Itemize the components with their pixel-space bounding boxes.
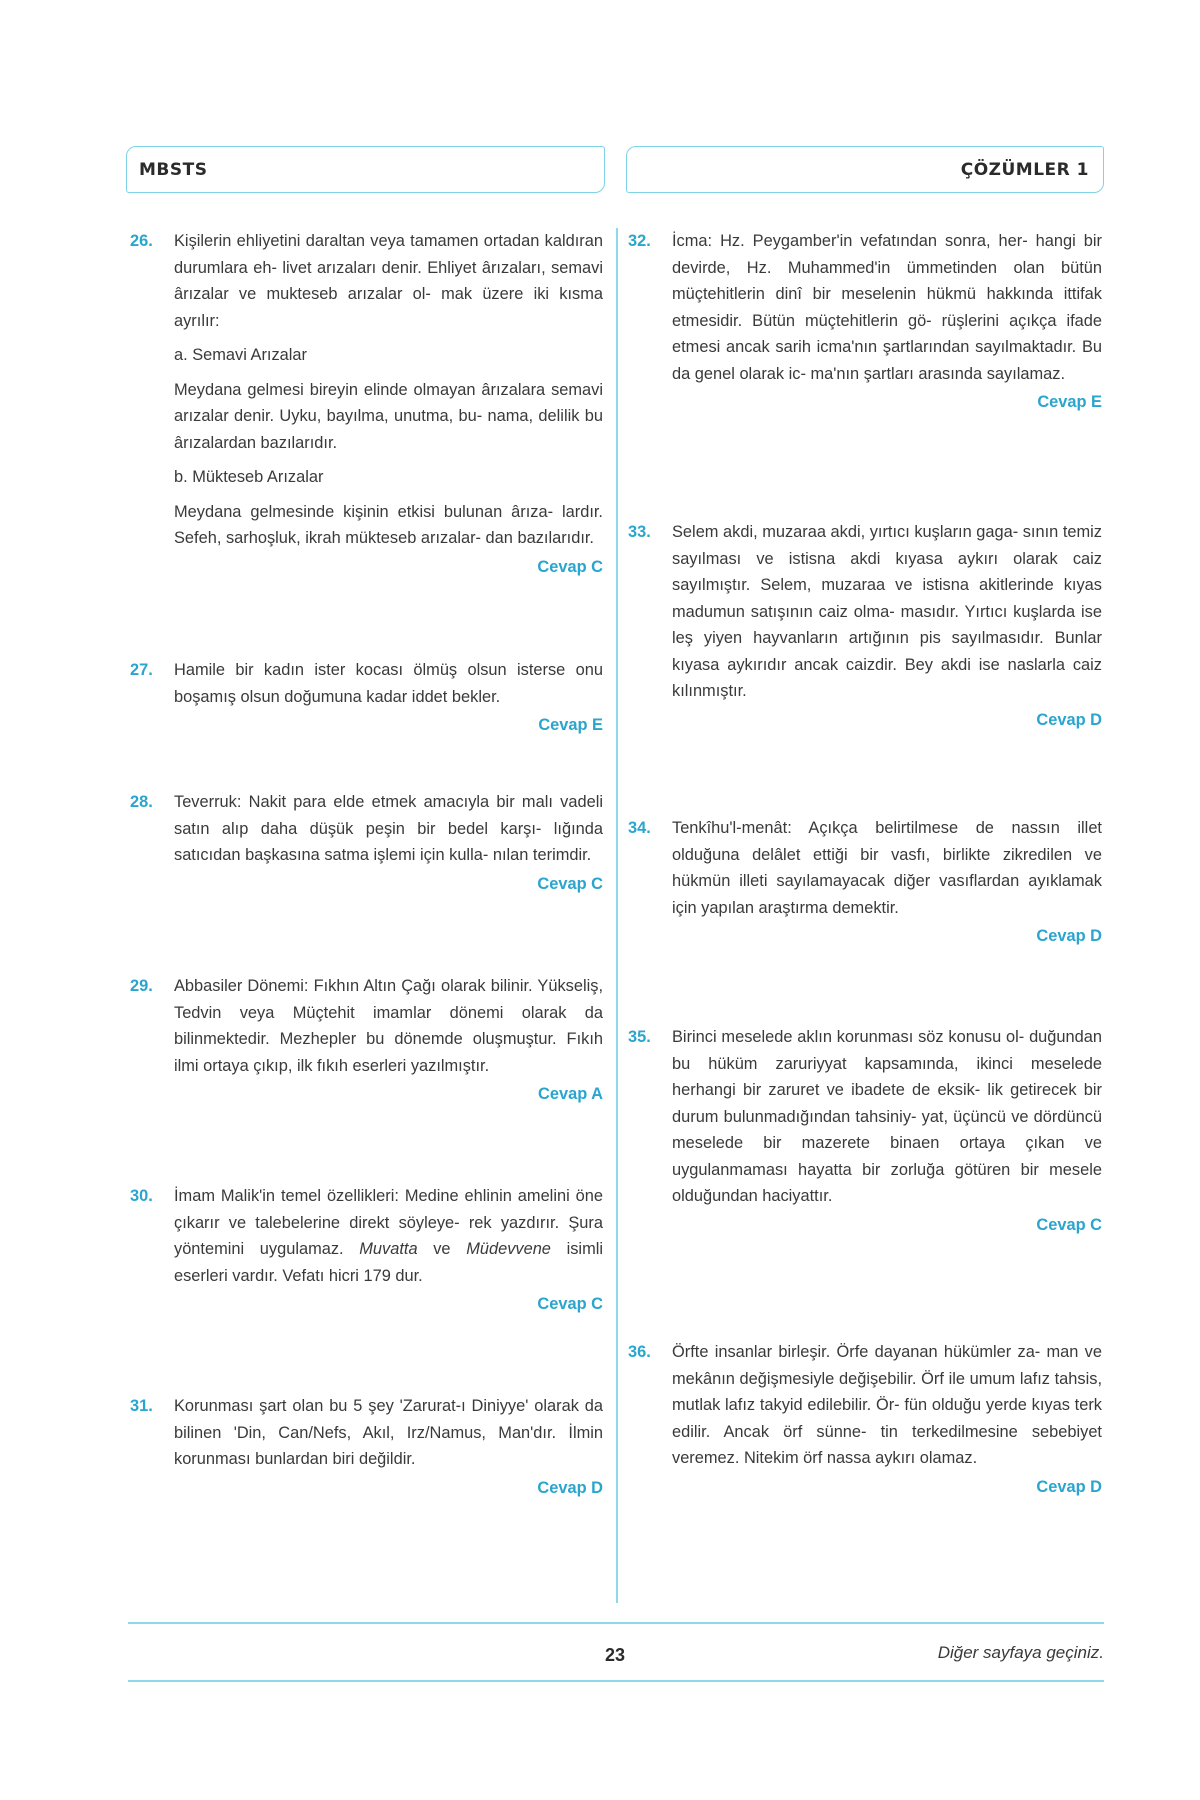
text-run: isimli eserleri vardır. Vefatı hicri 179 dur. [174,1240,603,1285]
question-text: Hamile bir kadın ister kocası ölmüş olsun isterse onu boşamış olsun doğumuna kadar iddet bekler. [174,661,603,706]
header-left-box [126,146,605,193]
question-number: 31. [130,1397,153,1415]
answer-label: Cevap E [1037,393,1102,411]
question-text: Korunması şart olan bu 5 şey 'Zarurat-ı Diniyye' olarak da bilinen 'Din, Can/Nefs, Akıl, Irz/Namus, Man'dır. İlmin korunması bunlardan biri değildir. [174,1397,603,1468]
question-35 [628,1024,1102,1238]
header-right-label: ÇÖZÜMLER 1 [960,160,1089,180]
question-33 [628,519,1102,733]
answer-label: Cevap C [537,1295,603,1313]
answer-label: Cevap E [538,716,603,734]
question-32 [628,228,1102,416]
question-body [672,228,1102,387]
question-text: Kişilerin ehliyetini daraltan veya tamamen ortadan kaldıran durumlara eh- livet arızaları denir. Ehliyet ârızaları, semavi ârızalar ve mukteseb arızalar ol- mak üzere iki kısma ayrılır: [174,232,603,330]
question-text: Örfte insanlar birleşir. Örfe dayanan hükümler za- man ve mekânın değişmesiyle değişebilir. Örf ile umum lafız tahsis, mutlak lafız takyid edilebilir. Ör- fün olduğu yerde kıyas terk edilir. Ancak örf sünne- tin terkedilmesine sebebiyet veremez. Nitekim örf nassa aykırı olamaz. [672,1343,1102,1467]
question-number: 35. [628,1028,651,1046]
answer-label: Cevap C [537,874,603,893]
answer-label: Cevap D [537,1478,603,1497]
question-body [174,657,603,710]
answer-label: Cevap C [537,557,603,576]
header-right-box [626,146,1104,193]
question-26 [130,228,603,580]
footer-bottom-rule [128,1680,1104,1682]
question-body [672,1339,1102,1472]
question-text: Meydana gelmesinde kişinin etkisi bulunan ârıza- lardır. Sefeh, sarhoşluk, ikrah mükteseb arızalar- dan bazılarıdır. [174,502,603,547]
question-36 [628,1339,1102,1500]
question-text: Abbasiler Dönemi: Fıkhın Altın Çağı olarak bilinir. Yükseliş, Tedvin veya Müçtehit imamlar dönemi olarak da bilinmektedir. Mezhepler bu dönemde oluşmuştur. Fıkıh ilmi ortaya çıkıp, ilk fıkıh eserleri yazılmıştır. [174,977,603,1075]
answer-label: Cevap C [1036,1215,1102,1234]
book-title-mudevvene: Müdevvene [466,1240,551,1258]
page-number: 23 [604,1645,626,1665]
question-34 [628,815,1102,950]
question-number: 32. [628,232,651,250]
answer-label: Cevap D [1036,710,1102,729]
question-number: 29. [130,977,153,995]
footer-top-rule [128,1622,1104,1624]
question-body [174,228,603,552]
header-left-label: MBSTS [139,160,208,180]
question-body [174,1183,603,1289]
question-body [174,789,603,869]
question-body [174,1393,603,1473]
question-number: 27. [130,661,153,679]
text-run: ve [417,1240,467,1258]
question-number: 36. [628,1343,651,1361]
question-27 [130,657,603,739]
answer-label: Cevap A [538,1085,603,1103]
question-body [672,519,1102,705]
question-number: 30. [130,1187,153,1205]
question-text: İcma: Hz. Peygamber'in vefatından sonra, her- hangi bir devirde, Hz. Muhammed'in ümmetinden olan bütün müçtehitlerin dinî bir meselenin hükmü hakkında ittifak etmesidir. Bütün müçtehitlerin gö- rüşlerini açıkça ifade etmesi ancak sarih icma'nın şartlarından sayılmaktadır. Bu da genel olarak ic- ma'nın şartları arasında sayılamaz. [672,232,1102,383]
text-run: İmam Malik'in temel özellikleri: Medine ehlinin amelini öne çıkarır ve talebelerine direkt söyleye- rek yazdırır. Şura yöntemini uygulamaz. [174,1187,603,1258]
question-body [672,815,1102,921]
question-text: Teverruk: Nakit para elde etmek amacıyla bir malı vadeli satın alıp daha düşük peşin bir bedel karşı- lığında satıcıdan başkasına satma işlemi için kulla- nılan terimdir. [174,793,603,864]
book-title-muvatta: Muvatta [359,1240,418,1258]
question-31 [130,1393,603,1501]
question-29 [130,973,603,1108]
question-text: Meydana gelmesi bireyin elinde olmayan ârızalara semavi arızalar denir. Uyku, bayılma, unutma, bu- nama, delilik bu ârızalardan bazılarıdır. [174,380,603,452]
question-28 [130,789,603,897]
question-body [174,973,603,1079]
question-number: 28. [130,793,153,811]
subheading: a. Semavi Arızalar [174,346,307,364]
question-text: Tenkîhu'l-menât: Açıkça belirtilmese de nassın illet olduğuna delâlet ettiği bir vasfı, birlikte zikredilen ve hükmün illeti sayılamayacak diğer vasıflardan ayıklamak için yapılan araştırma demektir. [672,819,1102,917]
question-number: 26. [130,232,153,250]
question-number: 34. [628,819,651,837]
question-30 [130,1183,603,1318]
answer-label: Cevap D [1036,927,1102,945]
question-text: Selem akdi, muzaraa akdi, yırtıcı kuşların gaga- sının temiz sayılması ve istisna akdi kıyasa aykırı olarak caiz sayılmıştır. Selem, muzaraa ve istisna akitlerinde kıyas madumun satışının caiz olma- masıdır. Yırtıcı kuşlarda ise leş yiyen hayvanların artığının pis sayılmasıdır. Bunlar kıyasa aykırıdır ancak caizdir. Bey akdi ise naslarla caiz kılınmıştır. [672,523,1102,700]
question-number: 33. [628,523,651,541]
column-divider [616,228,618,1603]
question-text: Birinci meselede aklın korunması söz konusu ol- duğundan bu hüküm zaruriyyat kapsamında, ikinci meselede herhangi bir zaruret ve ibadete de eksik- lik getirecek bir durum bulunmadığından tahsiniy- yat, üçüncü ve dördüncü meselede bir mazerete binaen ortaya çıkan ve uygulanmaması hayatta bir zorluğa götüren bir mesele olduğundan haciyattır. [672,1028,1102,1205]
subheading: b. Mükteseb Arızalar [174,468,324,486]
question-text [174,1183,603,1289]
question-body [672,1024,1102,1210]
next-page-note: Diğer sayfaya geçiniz. [937,1643,1104,1662]
answer-label: Cevap D [1036,1477,1102,1496]
